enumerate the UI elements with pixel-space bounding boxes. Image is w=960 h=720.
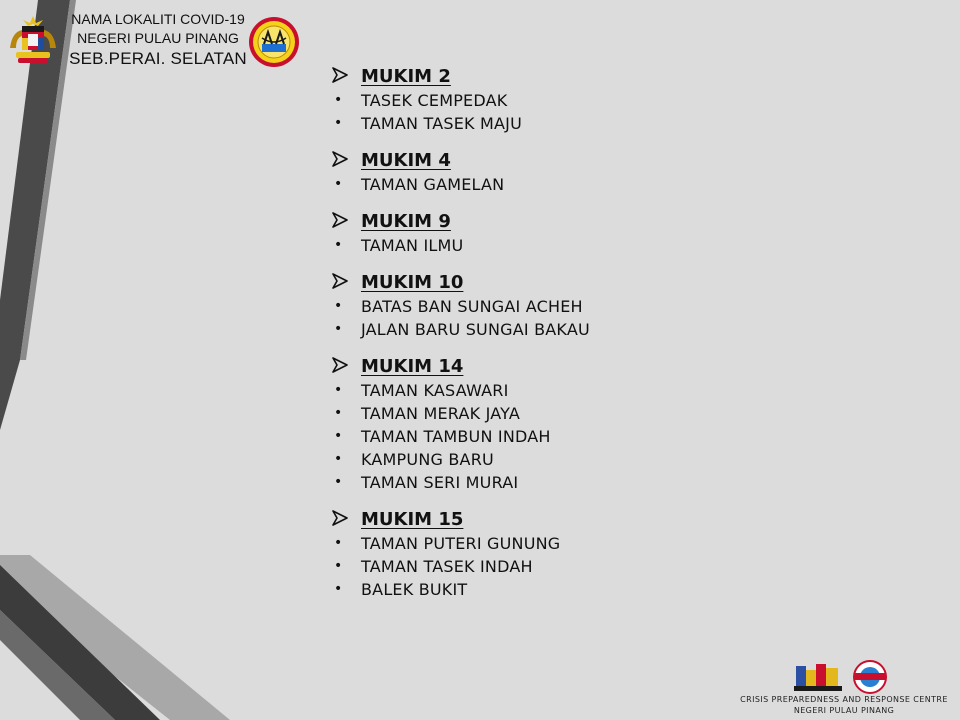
locality-name: TAMAN TASEK MAJU (361, 114, 522, 133)
list-item (332, 448, 590, 471)
bullet-icon: • (334, 115, 343, 131)
locality-name: TASEK CEMPEDAK (361, 91, 508, 110)
arrow-bullet-icon (332, 151, 348, 167)
list-item (332, 295, 590, 318)
bullet-icon: • (334, 451, 343, 467)
mukim-title: MUKIM 14 (361, 356, 464, 377)
locality-name: BALEK BUKIT (361, 580, 468, 599)
mukim-heading (332, 507, 590, 532)
locality-name: JALAN BARU SUNGAI BAKAU (361, 320, 590, 339)
list-item (332, 578, 590, 601)
locality-name: TAMAN ILMU (361, 236, 464, 255)
mukim-title: MUKIM 9 (361, 211, 451, 232)
mukim-title: MUKIM 2 (361, 66, 451, 87)
list-item (332, 471, 590, 494)
bullet-icon: • (334, 237, 343, 253)
list-item (332, 173, 590, 196)
malaysia-coat-of-arms-icon (4, 14, 62, 66)
bullet-icon: • (334, 428, 343, 444)
bullet-icon: • (334, 176, 343, 192)
list-item (332, 555, 590, 578)
header-district: SEB.PERAI. SELATAN (69, 49, 247, 68)
mukim-heading (332, 148, 590, 173)
locality-name: TAMAN GAMELAN (361, 175, 505, 194)
district-emblem-icon (248, 16, 300, 68)
footer-org-name: CRISIS PREPAREDNESS AND RESPONSE CENTRE (740, 695, 948, 704)
bullet-icon: • (334, 474, 343, 490)
mukim-heading (332, 64, 590, 89)
locality-name: BATAS BAN SUNGAI ACHEH (361, 297, 583, 316)
bullet-icon: • (334, 535, 343, 551)
list-item (332, 425, 590, 448)
locality-name: TAMAN PUTERI GUNUNG (361, 534, 561, 553)
bullet-icon: • (334, 405, 343, 421)
mukim-group (332, 64, 590, 135)
arrow-bullet-icon (332, 67, 348, 83)
list-item (332, 532, 590, 555)
locality-name: TAMAN TAMBUN INDAH (361, 427, 551, 446)
list-item (332, 402, 590, 425)
cprc-logo-icon (794, 660, 844, 694)
mukim-group (332, 354, 590, 494)
bullet-icon: • (334, 558, 343, 574)
mukim-title: MUKIM 10 (361, 272, 464, 293)
locality-name: TAMAN TASEK INDAH (361, 557, 533, 576)
bullet-icon: • (334, 581, 343, 597)
mukim-heading (332, 354, 590, 379)
bullet-icon: • (334, 321, 343, 337)
arrow-bullet-icon (332, 273, 348, 289)
mukim-group (332, 270, 590, 341)
locality-name: TAMAN MERAK JAYA (361, 404, 521, 423)
mukim-heading (332, 270, 590, 295)
list-item (332, 379, 590, 402)
locality-name: TAMAN KASAWARI (361, 381, 509, 400)
footer (728, 660, 960, 716)
arrow-bullet-icon (332, 510, 348, 526)
locality-list (332, 64, 590, 614)
bullet-icon: • (334, 298, 343, 314)
bullet-icon: • (334, 92, 343, 108)
bullet-icon: • (334, 382, 343, 398)
slide-header (62, 10, 254, 70)
mukim-group (332, 209, 590, 257)
locality-name: TAMAN SERI MURAI (361, 473, 519, 492)
arrow-bullet-icon (332, 357, 348, 373)
mukim-heading (332, 209, 590, 234)
list-item (332, 112, 590, 135)
mukim-group (332, 507, 590, 601)
mukim-title: MUKIM 4 (361, 150, 451, 171)
header-state: NEGERI PULAU PINANG (77, 30, 239, 46)
list-item (332, 89, 590, 112)
locality-name: KAMPUNG BARU (361, 450, 494, 469)
header-title: NAMA LOKALITI COVID-19 (71, 11, 245, 27)
mukim-group (332, 148, 590, 196)
mukim-title: MUKIM 15 (361, 509, 464, 530)
arrow-bullet-icon (332, 212, 348, 228)
health-department-logo-icon (850, 660, 890, 694)
footer-org-state: NEGERI PULAU PINANG (793, 706, 895, 715)
list-item (332, 234, 590, 257)
list-item (332, 318, 590, 341)
